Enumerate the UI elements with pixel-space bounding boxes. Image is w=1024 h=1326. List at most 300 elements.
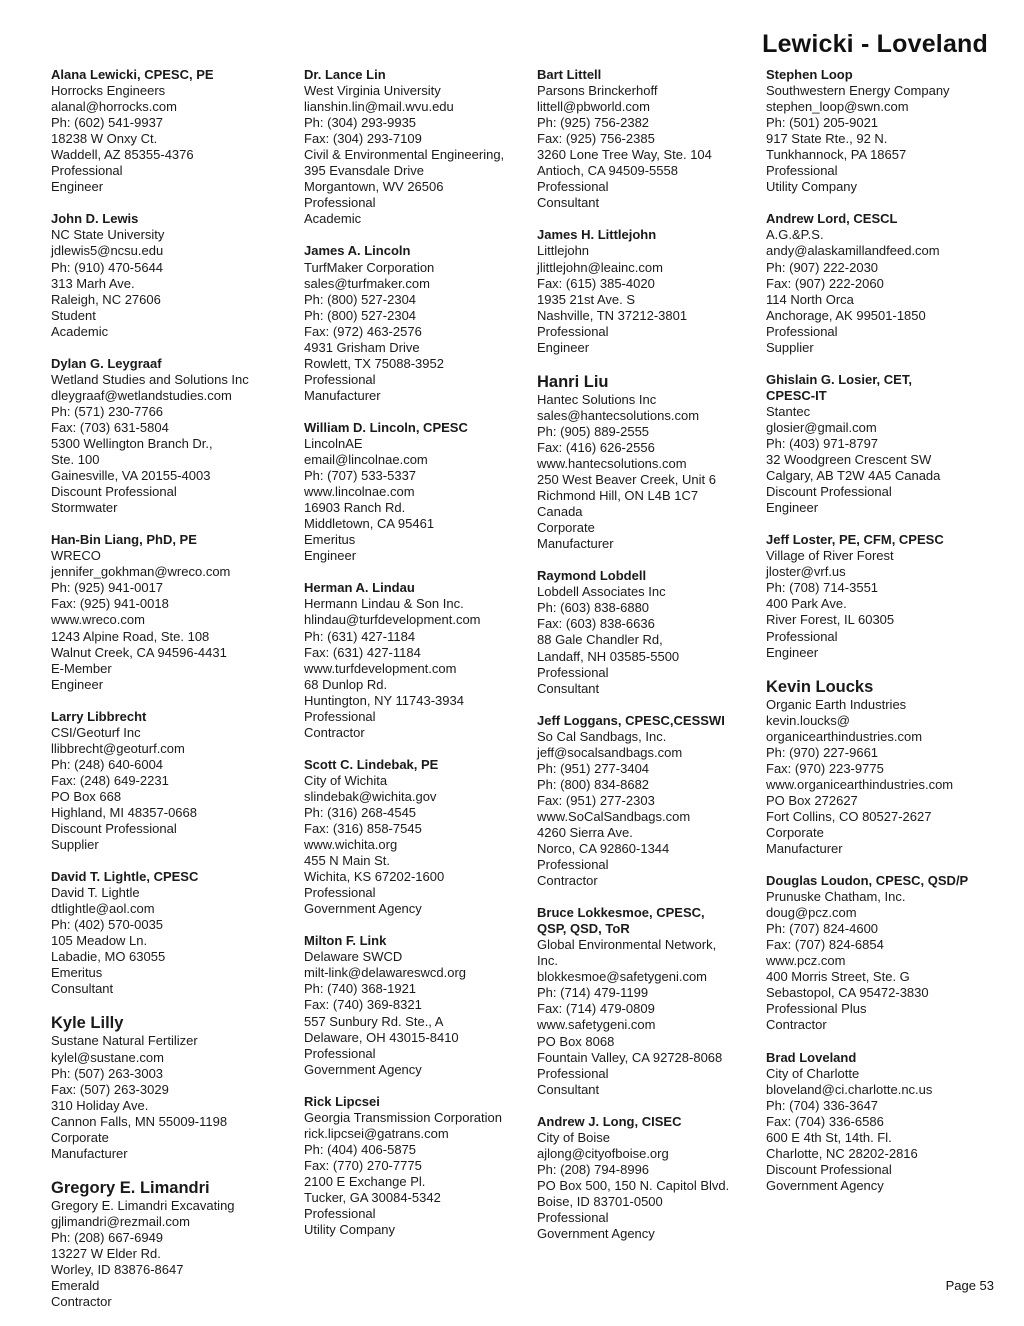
member-detail-line: Manufacturer bbox=[304, 387, 381, 403]
member-detail-line: 4931 Grisham Drive bbox=[304, 339, 420, 355]
member-entry bbox=[537, 905, 747, 1098]
member-detail-line: Contractor bbox=[304, 724, 365, 740]
member-detail-line: Consultant bbox=[537, 195, 600, 211]
member-detail-line: 32 Woodgreen Crescent SW bbox=[766, 452, 932, 468]
directory-column-2 bbox=[304, 67, 526, 1254]
member-detail-line: PO Box 500, 150 N. Capitol Blvd. bbox=[537, 1177, 730, 1193]
member-name: James H. Littlejohn bbox=[537, 227, 657, 243]
member-entry bbox=[537, 1114, 747, 1242]
member-detail-line: 455 N Main St. bbox=[304, 853, 390, 869]
member-detail-line: Prunuske Chatham, Inc. bbox=[766, 889, 906, 905]
member-detail-line: jeff@socalsandbags.com bbox=[537, 744, 683, 760]
member-entry bbox=[51, 1178, 281, 1310]
member-detail-line: Ph: (304) 293-9935 bbox=[304, 115, 417, 131]
member-name: Larry Libbrecht bbox=[51, 708, 147, 724]
member-detail-line: Academic bbox=[51, 323, 109, 339]
member-entry bbox=[304, 757, 526, 917]
member-detail-line: Ph: (800) 834-8682 bbox=[537, 776, 650, 792]
member-entry bbox=[51, 532, 281, 692]
member-detail-line: Richmond Hill, ON L4B 1C7 bbox=[537, 488, 699, 504]
member-detail-line: www.pcz.com bbox=[766, 953, 846, 969]
member-name: James A. Lincoln bbox=[304, 243, 411, 259]
member-name: Brad Loveland bbox=[766, 1049, 857, 1065]
member-detail-line: Government Agency bbox=[537, 1226, 655, 1242]
member-entry bbox=[304, 420, 526, 564]
member-entry bbox=[304, 580, 526, 740]
member-detail-line: Engineer bbox=[51, 676, 104, 692]
member-detail-line: Professional bbox=[51, 163, 123, 179]
member-detail-line: Labadie, MO 63055 bbox=[51, 949, 166, 965]
member-detail-line: www.SoCalSandbags.com bbox=[537, 808, 691, 824]
member-detail-line: Fort Collins, CO 80527-2627 bbox=[766, 808, 932, 824]
member-detail-line: Stantec bbox=[766, 403, 811, 419]
member-detail-line: Ph: (403) 971-8797 bbox=[766, 435, 879, 451]
member-detail-line: Inc. bbox=[537, 953, 558, 969]
member-entry bbox=[51, 709, 281, 853]
member-detail-line: 105 Meadow Ln. bbox=[51, 933, 148, 949]
member-name: Milton F. Link bbox=[304, 933, 387, 949]
member-name: Scott C. Lindebak, PE bbox=[304, 756, 439, 772]
member-detail-line: Fax: (707) 824-6854 bbox=[766, 937, 884, 953]
member-detail-line: West Virginia University bbox=[304, 83, 441, 99]
member-name: Raymond Lobdell bbox=[537, 568, 647, 584]
member-detail-line: Discount Professional bbox=[51, 484, 177, 500]
member-detail-line: Professional bbox=[537, 323, 609, 339]
member-entry bbox=[51, 356, 281, 516]
member-detail-line: Stormwater bbox=[51, 500, 118, 516]
member-detail-line: Ph: (925) 756-2382 bbox=[537, 115, 650, 131]
member-detail-line: Ph: (603) 838-6880 bbox=[537, 600, 650, 616]
member-detail-line: littell@pbworld.com bbox=[537, 99, 650, 115]
member-entry bbox=[537, 67, 747, 211]
member-detail-line: Fountain Valley, CA 92728-8068 bbox=[537, 1049, 723, 1065]
member-detail-line: David T. Lightle bbox=[51, 885, 140, 901]
member-detail-line: Wichita, KS 67202-1600 bbox=[304, 869, 445, 885]
member-detail-line: www.wreco.com bbox=[51, 612, 145, 628]
member-detail-line: Ph: (208) 667-6949 bbox=[51, 1229, 164, 1245]
member-detail-line: Government Agency bbox=[304, 901, 422, 917]
member-detail-line: Manufacturer bbox=[766, 841, 843, 857]
member-name: Stephen Loop bbox=[766, 67, 853, 82]
member-detail-line: Ph: (316) 268-4545 bbox=[304, 804, 417, 820]
member-detail-line: Ph: (951) 277-3404 bbox=[537, 760, 650, 776]
member-detail-line: jlittlejohn@leainc.com bbox=[537, 259, 663, 275]
member-entry bbox=[766, 1050, 996, 1194]
member-detail-line: So Cal Sandbags, Inc. bbox=[537, 728, 667, 744]
member-detail-line: Fax: (970) 223-9775 bbox=[766, 760, 884, 776]
member-detail-line: 13227 W Elder Rd. bbox=[51, 1246, 161, 1261]
member-detail-line: Fax: (703) 631-5804 bbox=[51, 419, 169, 435]
member-detail-line: Utility Company bbox=[766, 179, 858, 195]
directory-column-1 bbox=[51, 67, 281, 1326]
member-detail-line: Sebastopol, CA 95472-3830 bbox=[766, 985, 929, 1001]
member-detail-line: Horrocks Engineers bbox=[51, 83, 166, 99]
member-detail-line: Fax: (603) 838-6636 bbox=[537, 616, 655, 632]
member-detail-line: Delaware SWCD bbox=[304, 949, 403, 965]
member-detail-line: Consultant bbox=[51, 981, 114, 997]
member-detail-line: City of Boise bbox=[537, 1129, 610, 1145]
member-detail-line: 2100 E Exchange Pl. bbox=[304, 1173, 426, 1189]
member-name: Hanri Liu bbox=[537, 372, 609, 391]
member-detail-line: www.safetygeni.com bbox=[537, 1017, 656, 1033]
member-detail-line: Professional bbox=[537, 1210, 609, 1225]
member-detail-line: Ph: (404) 406-5875 bbox=[304, 1141, 417, 1157]
member-detail-line: Global Environmental Network, bbox=[537, 937, 717, 953]
member-entry bbox=[766, 372, 996, 516]
member-detail-line: Fax: (615) 385-4020 bbox=[537, 275, 655, 291]
member-detail-line: Waddell, AZ 85355-4376 bbox=[51, 147, 194, 163]
member-detail-line: WRECO bbox=[51, 548, 101, 564]
member-detail-line: www.hantecsolutions.com bbox=[537, 455, 687, 471]
member-detail-line: A.G.&P.S. bbox=[766, 227, 824, 243]
member-detail-line: Corporate bbox=[766, 824, 824, 840]
member-detail-line: Ph: (800) 527-2304 bbox=[304, 291, 417, 307]
member-entry bbox=[766, 211, 996, 355]
member-detail-line: jennifer_gokhman@wreco.com bbox=[51, 564, 231, 580]
member-detail-line: Ph: (707) 533-5337 bbox=[304, 468, 417, 484]
member-detail-line: Professional bbox=[304, 708, 376, 724]
member-detail-line: Ph: (708) 714-3551 bbox=[766, 580, 879, 596]
member-detail-line: Consultant bbox=[537, 680, 600, 696]
member-detail-line: Tucker, GA 30084-5342 bbox=[304, 1190, 441, 1205]
member-detail-line: Discount Professional bbox=[766, 1161, 892, 1177]
member-detail-line: 400 Morris Street, Ste. G bbox=[766, 969, 910, 985]
member-detail-line: Fax: (925) 756-2385 bbox=[537, 131, 655, 147]
member-detail-line: Village of River Forest bbox=[766, 548, 894, 564]
member-entry bbox=[51, 869, 281, 997]
member-detail-line: hlindau@turfdevelopment.com bbox=[304, 612, 481, 628]
member-name: Andrew Lord, CESCL bbox=[766, 211, 898, 227]
member-detail-line: Ph: (602) 541-9937 bbox=[51, 115, 164, 131]
member-detail-line: doug@pcz.com bbox=[766, 905, 857, 921]
member-detail-line: Walnut Creek, CA 94596-4431 bbox=[51, 644, 227, 660]
member-detail-line: PO Box 8068 bbox=[537, 1033, 615, 1049]
member-detail-line: Ph: (704) 336-3647 bbox=[766, 1097, 879, 1113]
member-detail-line: Lobdell Associates Inc bbox=[537, 584, 666, 600]
member-detail-line: Gainesville, VA 20155-4003 bbox=[51, 468, 211, 484]
member-detail-line: Ph: (402) 570-0035 bbox=[51, 917, 164, 933]
member-detail-line: Contractor bbox=[766, 1017, 827, 1033]
member-detail-line: slindebak@wichita.gov bbox=[304, 788, 437, 804]
member-entry bbox=[304, 67, 526, 227]
member-detail-line: andy@alaskamillandfeed.com bbox=[766, 243, 940, 259]
member-detail-line: Ph: (714) 479-1199 bbox=[537, 985, 649, 1001]
member-detail-line: Ph: (740) 368-1921 bbox=[304, 981, 417, 997]
member-detail-line: 313 Marh Ave. bbox=[51, 275, 135, 291]
member-detail-line: Corporate bbox=[537, 520, 595, 536]
member-name: Herman A. Lindau bbox=[304, 580, 415, 596]
member-detail-line: sales@turfmaker.com bbox=[304, 275, 430, 291]
member-detail-line: Ph: (905) 889-2555 bbox=[537, 423, 650, 439]
member-name: William D. Lincoln, CPESC bbox=[304, 419, 468, 435]
member-detail-line: 1243 Alpine Road, Ste. 108 bbox=[51, 628, 210, 644]
member-detail-line: glosier@gmail.com bbox=[766, 419, 877, 435]
member-detail-line: alanal@horrocks.com bbox=[51, 99, 177, 115]
member-detail-line: Fax: (304) 293-7109 bbox=[304, 131, 422, 147]
member-detail-line: LincolnAE bbox=[304, 435, 363, 451]
member-detail-line: 600 E 4th St, 14th. Fl. bbox=[766, 1129, 892, 1145]
member-detail-line: www.organicearthindustries.com bbox=[766, 776, 954, 792]
member-detail-line: ajlong@cityofboise.org bbox=[537, 1145, 669, 1161]
member-detail-line: Nashville, TN 37212-3801 bbox=[537, 307, 688, 323]
member-detail-line: www.wichita.org bbox=[304, 837, 398, 853]
member-name: David T. Lightle, CPESC bbox=[51, 869, 199, 885]
member-detail-line: Professional bbox=[304, 885, 376, 901]
member-detail-line: Highland, MI 48357-0668 bbox=[51, 804, 197, 820]
member-detail-line: email@lincolnae.com bbox=[304, 452, 428, 468]
member-detail-line: Cannon Falls, MN 55009-1198 bbox=[51, 1113, 228, 1129]
member-name: Gregory E. Limandri bbox=[51, 1178, 210, 1197]
member-detail-line: Wetland Studies and Solutions Inc bbox=[51, 371, 249, 387]
member-detail-line: Emeritus bbox=[304, 532, 356, 548]
member-detail-line: Gregory E. Limandri Excavating bbox=[51, 1197, 235, 1213]
member-detail-line: Professional bbox=[304, 195, 376, 211]
member-entry bbox=[766, 873, 996, 1033]
member-entry bbox=[304, 1094, 526, 1238]
member-detail-line: Ph: (631) 427-1184 bbox=[304, 628, 416, 644]
member-detail-line: Ph: (248) 640-6004 bbox=[51, 756, 164, 772]
member-name: Dylan G. Leygraaf bbox=[51, 355, 162, 371]
member-detail-line: Engineer bbox=[766, 644, 819, 660]
member-detail-line: Worley, ID 83876-8647 bbox=[51, 1262, 184, 1278]
member-detail-line: Fax: (316) 858-7545 bbox=[304, 821, 422, 837]
member-detail-line: Discount Professional bbox=[766, 484, 892, 500]
member-name: Bart Littell bbox=[537, 67, 602, 82]
member-detail-line: Antioch, CA 94509-5558 bbox=[537, 163, 678, 179]
member-name: John D. Lewis bbox=[51, 211, 139, 227]
member-detail-line: CSI/Geoturf Inc bbox=[51, 724, 141, 740]
member-detail-line: Emeritus bbox=[51, 965, 103, 981]
member-detail-line: milt-link@delawareswcd.org bbox=[304, 965, 467, 981]
member-entry bbox=[51, 1013, 281, 1161]
member-detail-line: Consultant bbox=[537, 1081, 600, 1097]
member-detail-line: 114 North Orca bbox=[766, 291, 854, 307]
member-detail-line: Hantec Solutions Inc bbox=[537, 391, 657, 407]
member-detail-line: 5300 Wellington Branch Dr., bbox=[51, 435, 213, 451]
member-detail-line: Organic Earth Industries bbox=[766, 696, 907, 712]
member-detail-line: 4260 Sierra Ave. bbox=[537, 824, 633, 840]
member-name: Andrew J. Long, CISEC bbox=[537, 1113, 682, 1129]
member-detail-line: Raleigh, NC 27606 bbox=[51, 291, 161, 307]
member-detail-line: Corporate bbox=[51, 1129, 109, 1145]
member-entry bbox=[537, 372, 747, 552]
member-detail-line: Fax: (907) 222-2060 bbox=[766, 275, 884, 291]
member-detail-line: blokkesmoe@safetygeni.com bbox=[537, 969, 707, 985]
member-detail-line: Morgantown, WV 26506 bbox=[304, 179, 444, 195]
member-name: Jeff Loggans, CPESC,CESSWI bbox=[537, 712, 725, 728]
member-detail-line: Middletown, CA 95461 bbox=[304, 516, 435, 532]
member-detail-line: Fax: (507) 263-3029 bbox=[51, 1081, 169, 1097]
member-detail-line: Calgary, AB T2W 4A5 Canada bbox=[766, 468, 941, 484]
member-detail-line: Engineer bbox=[51, 179, 104, 195]
member-detail-line: Engineer bbox=[766, 500, 819, 516]
member-detail-line: Government Agency bbox=[766, 1177, 884, 1193]
member-detail-line: Contractor bbox=[537, 873, 598, 889]
directory-column-3 bbox=[537, 67, 747, 1258]
member-detail-line: Boise, ID 83701-0500 bbox=[537, 1193, 663, 1209]
member-detail-line: Ph: (208) 794-8996 bbox=[537, 1161, 650, 1177]
member-detail-line: www.turfdevelopment.com bbox=[304, 660, 457, 676]
member-detail-line: Norco, CA 92860-1344 bbox=[537, 841, 670, 857]
member-detail-line: Fax: (416) 626-2556 bbox=[537, 439, 655, 455]
member-detail-line: Fax: (925) 941-0018 bbox=[51, 596, 169, 612]
member-entry bbox=[537, 713, 747, 890]
member-detail-line: 395 Evansdale Drive bbox=[304, 163, 424, 179]
member-detail-line: gjlimandri@rezmail.com bbox=[51, 1213, 190, 1229]
member-detail-line: Ph: (800) 527-2304 bbox=[304, 307, 417, 323]
member-entry bbox=[766, 677, 996, 857]
member-detail-line: Fax: (704) 336-6586 bbox=[766, 1113, 884, 1129]
member-detail-line: sales@hantecsolutions.com bbox=[537, 407, 700, 423]
member-detail-line: jdlewis5@ncsu.edu bbox=[51, 243, 164, 259]
member-detail-line: Fax: (740) 369-8321 bbox=[304, 997, 422, 1013]
member-entry bbox=[51, 211, 281, 339]
member-detail-line: lianshin.lin@mail.wvu.edu bbox=[304, 99, 454, 115]
member-name: Ghislain G. Losier, CET, CPESC-IT bbox=[766, 371, 912, 403]
member-detail-line: dtlightle@aol.com bbox=[51, 901, 155, 917]
member-detail-line: Engineer bbox=[304, 548, 357, 564]
member-detail-line: Professional bbox=[766, 323, 838, 339]
page-number: Page 53 bbox=[945, 1278, 994, 1293]
member-detail-line: Huntington, NY 11743-3934 bbox=[304, 692, 464, 708]
member-detail-line: Manufacturer bbox=[51, 1145, 128, 1161]
member-detail-line: Professional Plus bbox=[766, 1001, 867, 1017]
member-detail-line: Ph: (910) 470-5644 bbox=[51, 259, 164, 275]
member-detail-line: PO Box 272627 bbox=[766, 792, 858, 808]
member-detail-line: Hermann Lindau & Son Inc. bbox=[304, 596, 464, 612]
member-entry bbox=[304, 933, 526, 1077]
member-name: Alana Lewicki, CPESC, PE bbox=[51, 67, 214, 82]
member-name: Dr. Lance Lin bbox=[304, 67, 386, 82]
member-detail-line: Supplier bbox=[766, 339, 814, 355]
member-name: Jeff Loster, PE, CFM, CPESC bbox=[766, 532, 944, 548]
member-detail-line: City of Wichita bbox=[304, 772, 388, 788]
page-title: Lewicki - Loveland bbox=[762, 30, 988, 58]
member-detail-line: 68 Dunlop Rd. bbox=[304, 676, 388, 692]
member-detail-line: Southwestern Energy Company bbox=[766, 83, 950, 99]
member-detail-line: 310 Holiday Ave. bbox=[51, 1097, 149, 1113]
member-detail-line: Anchorage, AK 99501-1850 bbox=[766, 307, 926, 323]
member-detail-line: Fax: (714) 479-0809 bbox=[537, 1001, 655, 1017]
member-detail-line: Ph: (925) 941-0017 bbox=[51, 580, 164, 596]
member-detail-line: Professional bbox=[537, 179, 609, 195]
member-detail-line: Government Agency bbox=[304, 1061, 422, 1077]
member-detail-line: kylel@sustane.com bbox=[51, 1049, 164, 1065]
member-detail-line: 3260 Lone Tree Way, Ste. 104 bbox=[537, 147, 712, 163]
member-detail-line: bloveland@ci.charlotte.nc.us bbox=[766, 1081, 933, 1097]
member-detail-line: 557 Sunbury Rd. Ste., A bbox=[304, 1013, 444, 1029]
member-detail-line: Manufacturer bbox=[537, 536, 614, 552]
member-entry bbox=[304, 243, 526, 403]
member-detail-line: Charlotte, NC 28202-2816 bbox=[766, 1145, 918, 1161]
member-detail-line: Fax: (631) 427-1184 bbox=[304, 644, 421, 660]
member-detail-line: rick.lipcsei@gatrans.com bbox=[304, 1125, 449, 1141]
member-detail-line: PO Box 668 bbox=[51, 788, 122, 804]
member-detail-line: Ph: (571) 230-7766 bbox=[51, 403, 164, 419]
member-detail-line: Ste. 100 bbox=[51, 452, 100, 468]
member-detail-line: Contractor bbox=[51, 1294, 112, 1310]
member-detail-line: Fax: (770) 270-7775 bbox=[304, 1157, 422, 1173]
member-detail-line: Supplier bbox=[51, 837, 99, 853]
member-detail-line: Civil & Environmental Engineering, bbox=[304, 147, 505, 163]
member-detail-line: Professional bbox=[537, 664, 609, 680]
member-detail-line: dleygraaf@wetlandstudies.com bbox=[51, 387, 232, 403]
member-detail-line: Fax: (248) 649-2231 bbox=[51, 772, 169, 788]
member-detail-line: llibbrecht@geoturf.com bbox=[51, 740, 185, 756]
member-detail-line: Ph: (501) 205-9021 bbox=[766, 115, 879, 131]
member-detail-line: Professional bbox=[766, 163, 838, 179]
member-name: Han-Bin Liang, PhD, PE bbox=[51, 532, 197, 548]
member-detail-line: Sustane Natural Fertilizer bbox=[51, 1033, 198, 1049]
member-detail-line: Fax: (972) 463-2576 bbox=[304, 323, 422, 339]
member-detail-line: 1935 21st Ave. S bbox=[537, 291, 636, 307]
member-detail-line: jloster@vrf.us bbox=[766, 564, 846, 580]
member-detail-line: Discount Professional bbox=[51, 821, 177, 837]
member-detail-line: Professional bbox=[304, 371, 376, 387]
member-detail-line: Student bbox=[51, 307, 96, 323]
member-detail-line: stephen_loop@swn.com bbox=[766, 99, 909, 115]
member-detail-line: Fax: (951) 277-2303 bbox=[537, 792, 655, 808]
member-name: Rick Lipcsei bbox=[304, 1093, 380, 1109]
member-name: Bruce Lokkesmoe, CPESC, QSP, QSD, ToR bbox=[537, 905, 705, 937]
member-detail-line: 917 State Rte., 92 N. bbox=[766, 131, 888, 147]
member-detail-line: NC State University bbox=[51, 227, 165, 243]
member-detail-line: 250 West Beaver Creek, Unit 6 bbox=[537, 472, 716, 488]
member-detail-line: kevin.loucks@ bbox=[766, 712, 851, 728]
member-detail-line: Professional bbox=[537, 857, 609, 873]
member-detail-line: Delaware, OH 43015-8410 bbox=[304, 1029, 459, 1045]
member-name: Kevin Loucks bbox=[766, 677, 874, 696]
member-detail-line: www.lincolnae.com bbox=[304, 484, 415, 500]
member-detail-line: TurfMaker Corporation bbox=[304, 259, 435, 275]
member-detail-line: Academic bbox=[304, 211, 362, 227]
member-entry bbox=[51, 67, 281, 195]
member-detail-line: Emerald bbox=[51, 1278, 100, 1294]
member-entry bbox=[766, 532, 996, 660]
directory-column-4 bbox=[766, 67, 996, 1210]
member-detail-line: 18238 W Onxy Ct. bbox=[51, 131, 158, 147]
member-detail-line: Tunkhannock, PA 18657 bbox=[766, 147, 907, 163]
member-entry bbox=[537, 227, 747, 355]
member-detail-line: Professional bbox=[304, 1045, 376, 1061]
member-entry bbox=[766, 67, 996, 195]
member-detail-line: Utility Company bbox=[304, 1222, 396, 1238]
member-detail-line: 88 Gale Chandler Rd, bbox=[537, 632, 663, 648]
member-detail-line: organicearthindustries.com bbox=[766, 728, 923, 744]
member-detail-line: Ph: (507) 263-3003 bbox=[51, 1065, 164, 1081]
member-detail-line: Professional bbox=[304, 1206, 376, 1222]
member-detail-line: 16903 Ranch Rd. bbox=[304, 500, 406, 516]
member-detail-line: Professional bbox=[537, 1065, 609, 1081]
member-detail-line: Landaff, NH 03585-5500 bbox=[537, 648, 680, 664]
member-name: Kyle Lilly bbox=[51, 1014, 124, 1033]
member-detail-line: River Forest, IL 60305 bbox=[766, 612, 895, 628]
member-detail-line: Engineer bbox=[537, 339, 590, 355]
member-entry bbox=[537, 568, 747, 696]
member-detail-line: Ph: (970) 227-9661 bbox=[766, 744, 879, 760]
member-detail-line: Ph: (707) 824-4600 bbox=[766, 921, 879, 937]
member-detail-line: Georgia Transmission Corporation bbox=[304, 1109, 502, 1125]
member-detail-line: Parsons Brinckerhoff bbox=[537, 83, 658, 99]
member-detail-line: City of Charlotte bbox=[766, 1065, 860, 1081]
member-detail-line: Canada bbox=[537, 504, 583, 520]
member-detail-line: E-Member bbox=[51, 660, 112, 676]
member-detail-line: Ph: (907) 222-2030 bbox=[766, 259, 879, 275]
member-name: Douglas Loudon, CPESC, QSD/P bbox=[766, 873, 969, 889]
member-detail-line: Professional bbox=[766, 628, 838, 644]
member-detail-line: Littlejohn bbox=[537, 243, 590, 259]
member-detail-line: 400 Park Ave. bbox=[766, 596, 847, 612]
